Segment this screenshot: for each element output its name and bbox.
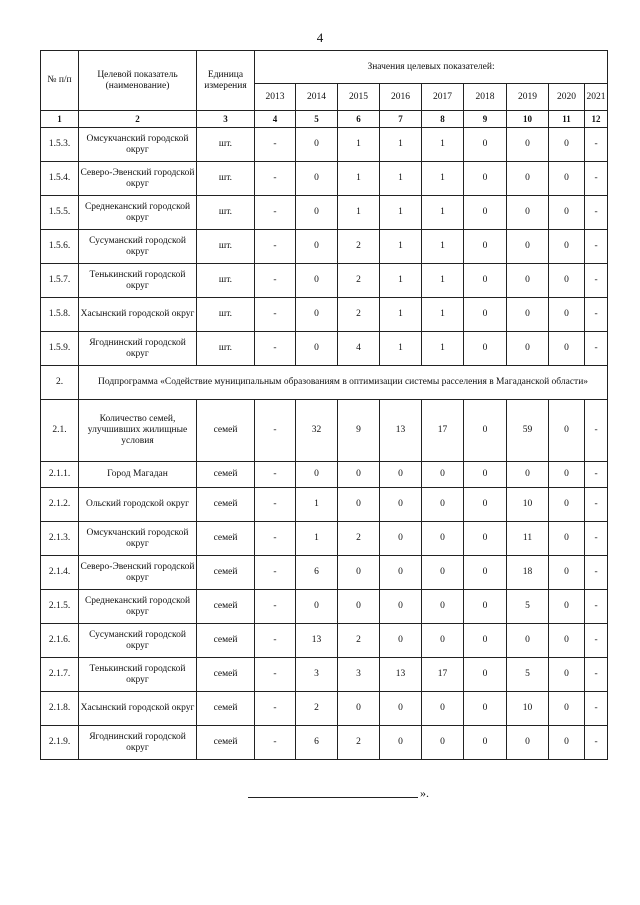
value-cell: 0 <box>507 624 549 658</box>
value-cell: 0 <box>464 488 507 522</box>
value-cell: 0 <box>464 196 507 230</box>
indicator-name: Омсукчанский городской округ <box>79 128 197 162</box>
indicator-name: Северо-Эвенский городской округ <box>79 162 197 196</box>
value-cell: 0 <box>296 462 338 488</box>
column-number: 5 <box>296 111 338 128</box>
value-cell: - <box>585 692 608 726</box>
value-cell: - <box>585 590 608 624</box>
value-cell: 0 <box>464 726 507 760</box>
value-cell: 0 <box>296 332 338 366</box>
column-number: 7 <box>380 111 422 128</box>
value-cell: 0 <box>549 264 585 298</box>
value-cell: - <box>255 332 296 366</box>
value-cell: 0 <box>507 196 549 230</box>
value-cell: 0 <box>464 128 507 162</box>
indicator-name: Среднеканский городской округ <box>79 196 197 230</box>
value-cell: 0 <box>338 462 380 488</box>
header-unit: Единица измерения <box>197 51 255 111</box>
table-row <box>41 400 608 462</box>
indicator-name: Хасынский городской округ <box>79 298 197 332</box>
unit-cell: семей <box>197 726 255 760</box>
header-year: 2019 <box>507 84 549 111</box>
value-cell: 1 <box>380 332 422 366</box>
row-number: 1.5.4. <box>41 162 79 196</box>
value-cell: 6 <box>296 556 338 590</box>
value-cell: 1 <box>380 162 422 196</box>
table-row <box>41 162 608 196</box>
value-cell: 0 <box>507 298 549 332</box>
value-cell: - <box>585 298 608 332</box>
row-number: 1.5.9. <box>41 332 79 366</box>
value-cell: 0 <box>549 162 585 196</box>
row-number: 2.1.5. <box>41 590 79 624</box>
value-cell: - <box>585 624 608 658</box>
value-cell: - <box>585 658 608 692</box>
value-cell: 1 <box>338 128 380 162</box>
value-cell: 0 <box>549 624 585 658</box>
value-cell: 1 <box>338 196 380 230</box>
header-year: 2018 <box>464 84 507 111</box>
column-number: 3 <box>197 111 255 128</box>
row-number: 2.1.9. <box>41 726 79 760</box>
value-cell: 2 <box>338 298 380 332</box>
value-cell: 0 <box>549 488 585 522</box>
value-cell: 13 <box>296 624 338 658</box>
value-cell: - <box>255 590 296 624</box>
value-cell: 0 <box>422 624 464 658</box>
column-number: 11 <box>549 111 585 128</box>
value-cell: - <box>255 264 296 298</box>
closing-underline <box>248 787 418 798</box>
value-cell: 0 <box>549 658 585 692</box>
value-cell: 0 <box>296 128 338 162</box>
value-cell: 0 <box>549 196 585 230</box>
value-cell: - <box>255 726 296 760</box>
unit-cell: шт. <box>197 196 255 230</box>
value-cell: - <box>255 488 296 522</box>
value-cell: 0 <box>507 162 549 196</box>
header-year: 2016 <box>380 84 422 111</box>
unit-cell: семей <box>197 400 255 462</box>
value-cell: 9 <box>338 400 380 462</box>
value-cell: 1 <box>338 162 380 196</box>
value-cell: 0 <box>507 230 549 264</box>
value-cell: 0 <box>422 488 464 522</box>
value-cell: 0 <box>296 298 338 332</box>
value-cell: 13 <box>380 400 422 462</box>
column-number: 10 <box>507 111 549 128</box>
value-cell: 0 <box>507 128 549 162</box>
indicator-name: Хасынский городской округ <box>79 692 197 726</box>
value-cell: 0 <box>296 196 338 230</box>
value-cell: 0 <box>422 692 464 726</box>
table-row <box>41 488 608 522</box>
unit-cell: шт. <box>197 128 255 162</box>
value-cell: 0 <box>464 556 507 590</box>
value-cell: 1 <box>380 264 422 298</box>
value-cell: - <box>255 128 296 162</box>
header-year: 2020 <box>549 84 585 111</box>
value-cell: 0 <box>338 488 380 522</box>
value-cell: 0 <box>549 230 585 264</box>
unit-cell: шт. <box>197 298 255 332</box>
unit-cell: шт. <box>197 230 255 264</box>
value-cell: 1 <box>296 488 338 522</box>
table-row <box>41 726 608 760</box>
value-cell: - <box>585 332 608 366</box>
table-row <box>41 692 608 726</box>
value-cell: 0 <box>422 726 464 760</box>
value-cell: 0 <box>380 522 422 556</box>
value-cell: 59 <box>507 400 549 462</box>
table-body <box>41 128 608 760</box>
value-cell: 1 <box>380 196 422 230</box>
value-cell: 3 <box>338 658 380 692</box>
header-year: 2021 <box>585 84 608 111</box>
indicator-name: Тенькинский городской округ <box>79 658 197 692</box>
value-cell: 0 <box>507 264 549 298</box>
value-cell: 0 <box>296 264 338 298</box>
value-cell: 13 <box>380 658 422 692</box>
indicator-name: Город Магадан <box>79 462 197 488</box>
target-indicators-table <box>40 50 608 760</box>
row-number: 1.5.5. <box>41 196 79 230</box>
value-cell: 0 <box>549 726 585 760</box>
value-cell: 4 <box>338 332 380 366</box>
value-cell: - <box>585 726 608 760</box>
value-cell: 0 <box>422 522 464 556</box>
table-row <box>41 264 608 298</box>
value-cell: - <box>255 556 296 590</box>
indicator-name: Тенькинский городской округ <box>79 264 197 298</box>
value-cell: - <box>585 462 608 488</box>
indicator-name: Северо-Эвенский городской округ <box>79 556 197 590</box>
value-cell: 5 <box>507 590 549 624</box>
value-cell: - <box>255 692 296 726</box>
unit-cell: семей <box>197 462 255 488</box>
value-cell: 0 <box>549 128 585 162</box>
value-cell: 32 <box>296 400 338 462</box>
column-number: 12 <box>585 111 608 128</box>
unit-cell: шт. <box>197 264 255 298</box>
value-cell: - <box>255 624 296 658</box>
row-number: 2.1. <box>41 400 79 462</box>
table-row <box>41 332 608 366</box>
unit-cell: семей <box>197 556 255 590</box>
value-cell: 0 <box>464 462 507 488</box>
value-cell: 3 <box>296 658 338 692</box>
value-cell: 0 <box>422 590 464 624</box>
value-cell: 0 <box>464 692 507 726</box>
value-cell: - <box>585 128 608 162</box>
row-number: 2.1.3. <box>41 522 79 556</box>
value-cell: 0 <box>338 556 380 590</box>
value-cell: - <box>585 162 608 196</box>
table-row <box>41 556 608 590</box>
value-cell: 0 <box>464 624 507 658</box>
value-cell: 1 <box>380 230 422 264</box>
value-cell: - <box>585 400 608 462</box>
column-number: 1 <box>41 111 79 128</box>
value-cell: 11 <box>507 522 549 556</box>
header-year: 2015 <box>338 84 380 111</box>
page-number: 4 <box>316 30 324 45</box>
value-cell: - <box>255 230 296 264</box>
row-number: 1.5.3. <box>41 128 79 162</box>
row-number: 2.1.2. <box>41 488 79 522</box>
value-cell: 0 <box>549 692 585 726</box>
value-cell: 1 <box>296 522 338 556</box>
closing-quote: ». <box>420 786 429 800</box>
value-cell: 2 <box>338 264 380 298</box>
value-cell: 1 <box>422 332 464 366</box>
value-cell: 1 <box>380 298 422 332</box>
unit-cell: семей <box>197 624 255 658</box>
value-cell: 0 <box>296 590 338 624</box>
table-row <box>41 230 608 264</box>
table-header <box>41 51 608 128</box>
value-cell: - <box>255 462 296 488</box>
value-cell: - <box>255 298 296 332</box>
table-row <box>41 196 608 230</box>
value-cell: 2 <box>338 624 380 658</box>
header-year: 2017 <box>422 84 464 111</box>
unit-cell: шт. <box>197 162 255 196</box>
value-cell: 1 <box>422 128 464 162</box>
table-row <box>41 128 608 162</box>
value-cell: 0 <box>380 462 422 488</box>
unit-cell: семей <box>197 692 255 726</box>
value-cell: 0 <box>380 556 422 590</box>
value-cell: 1 <box>422 298 464 332</box>
table-row <box>41 522 608 556</box>
table-row <box>41 658 608 692</box>
value-cell: 2 <box>338 726 380 760</box>
value-cell: 0 <box>296 162 338 196</box>
column-number: 4 <box>255 111 296 128</box>
table-row <box>41 590 608 624</box>
value-cell: - <box>255 196 296 230</box>
column-number: 2 <box>79 111 197 128</box>
value-cell: 0 <box>464 162 507 196</box>
value-cell: 5 <box>507 658 549 692</box>
row-number: 1.5.6. <box>41 230 79 264</box>
value-cell: 0 <box>464 658 507 692</box>
value-cell: 0 <box>296 230 338 264</box>
unit-cell: шт. <box>197 332 255 366</box>
value-cell: 0 <box>464 332 507 366</box>
section-title: Подпрограмма «Содействие муниципальным образованиям в оптимизации системы расселения в Магаданской области» <box>79 366 608 400</box>
value-cell: 17 <box>422 400 464 462</box>
value-cell: 0 <box>549 462 585 488</box>
value-cell: 17 <box>422 658 464 692</box>
value-cell: - <box>585 522 608 556</box>
value-cell: 0 <box>380 726 422 760</box>
row-number: 2.1.6. <box>41 624 79 658</box>
value-cell: 0 <box>422 462 464 488</box>
row-number: 1.5.8. <box>41 298 79 332</box>
value-cell: 2 <box>338 522 380 556</box>
value-cell: 0 <box>549 556 585 590</box>
column-number: 9 <box>464 111 507 128</box>
value-cell: - <box>585 488 608 522</box>
unit-cell: семей <box>197 522 255 556</box>
value-cell: 0 <box>549 590 585 624</box>
value-cell: 0 <box>549 332 585 366</box>
value-cell: 0 <box>464 230 507 264</box>
value-cell: 1 <box>422 230 464 264</box>
column-number: 6 <box>338 111 380 128</box>
row-number: 2.1.1. <box>41 462 79 488</box>
value-cell: 2 <box>296 692 338 726</box>
value-cell: 0 <box>380 488 422 522</box>
value-cell: - <box>255 162 296 196</box>
row-number: 2.1.7. <box>41 658 79 692</box>
indicator-name: Количество семей, улучшивших жилищные условия <box>79 400 197 462</box>
unit-cell: семей <box>197 658 255 692</box>
header-column-numbers <box>41 111 608 128</box>
value-cell: 6 <box>296 726 338 760</box>
value-cell: 1 <box>422 196 464 230</box>
section-row <box>41 366 608 400</box>
header-indicator: Целевой показатель (наименование) <box>79 51 197 111</box>
value-cell: 0 <box>380 624 422 658</box>
header-year: 2013 <box>255 84 296 111</box>
value-cell: - <box>585 264 608 298</box>
value-cell: 0 <box>507 332 549 366</box>
indicator-name: Омсукчанский городской округ <box>79 522 197 556</box>
value-cell: 0 <box>464 298 507 332</box>
value-cell: 0 <box>464 400 507 462</box>
value-cell: 0 <box>549 400 585 462</box>
value-cell: - <box>255 522 296 556</box>
value-cell: 0 <box>338 692 380 726</box>
indicator-name: Сусуманский городской округ <box>79 624 197 658</box>
indicator-name: Ольский городской округ <box>79 488 197 522</box>
unit-cell: семей <box>197 590 255 624</box>
indicator-name: Ягоднинский городской округ <box>79 726 197 760</box>
value-cell: 1 <box>380 128 422 162</box>
indicator-name: Ягоднинский городской округ <box>79 332 197 366</box>
value-cell: 0 <box>464 590 507 624</box>
value-cell: 0 <box>507 462 549 488</box>
row-number: 1.5.7. <box>41 264 79 298</box>
value-cell: 0 <box>549 522 585 556</box>
value-cell: - <box>255 658 296 692</box>
section-number: 2. <box>41 366 79 400</box>
table-row <box>41 298 608 332</box>
value-cell: 0 <box>338 590 380 624</box>
value-cell: 1 <box>422 264 464 298</box>
value-cell: 1 <box>422 162 464 196</box>
value-cell: - <box>585 556 608 590</box>
row-number: 2.1.4. <box>41 556 79 590</box>
value-cell: 0 <box>464 522 507 556</box>
header-values: Значения целевых показателей: <box>255 51 608 84</box>
header-year: 2014 <box>296 84 338 111</box>
value-cell: 0 <box>380 692 422 726</box>
column-number: 8 <box>422 111 464 128</box>
header-no: № п/п <box>41 51 79 111</box>
value-cell: 0 <box>380 590 422 624</box>
table-row <box>41 462 608 488</box>
value-cell: 2 <box>338 230 380 264</box>
indicator-name: Среднеканский городской округ <box>79 590 197 624</box>
value-cell: - <box>585 230 608 264</box>
value-cell: - <box>255 400 296 462</box>
value-cell: 0 <box>549 298 585 332</box>
value-cell: 18 <box>507 556 549 590</box>
value-cell: 0 <box>422 556 464 590</box>
indicator-name: Сусуманский городской округ <box>79 230 197 264</box>
table-row <box>41 624 608 658</box>
value-cell: - <box>585 196 608 230</box>
value-cell: 10 <box>507 692 549 726</box>
value-cell: 0 <box>507 726 549 760</box>
value-cell: 0 <box>464 264 507 298</box>
unit-cell: семей <box>197 488 255 522</box>
value-cell: 10 <box>507 488 549 522</box>
row-number: 2.1.8. <box>41 692 79 726</box>
